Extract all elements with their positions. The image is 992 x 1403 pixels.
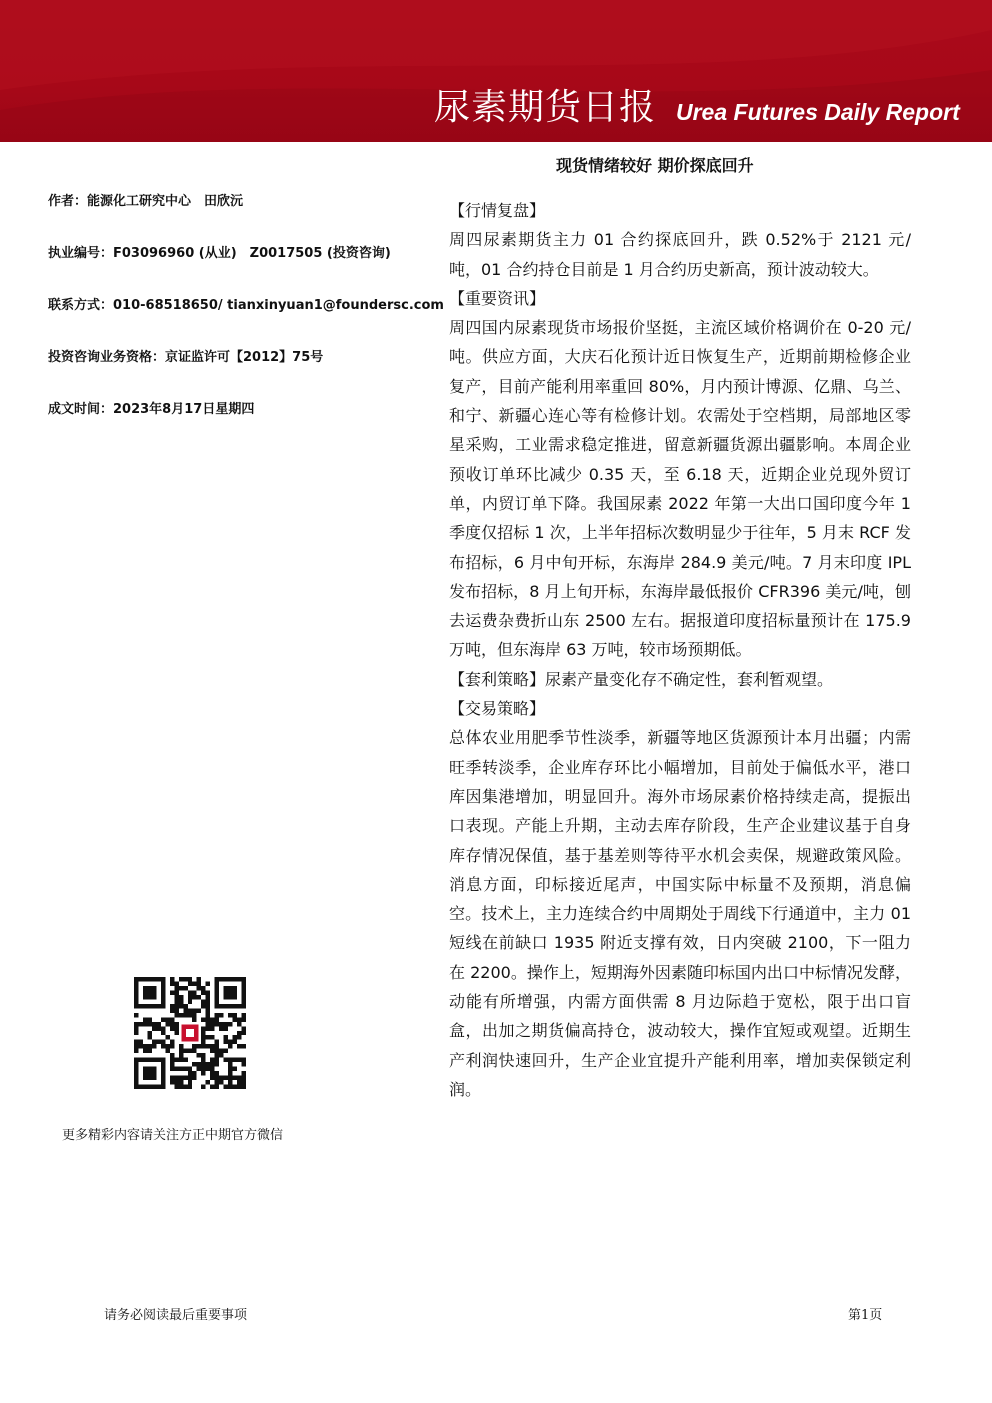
license-line: 执业编号：F03096960 (从业) Z0017505 (投资咨询) (48, 246, 391, 261)
section-heading-trading: 【交易策略】 (449, 699, 546, 719)
section-heading-market-review: 【行情复盘】 (449, 201, 546, 220)
page-number: 第1页 (848, 1308, 883, 1323)
header-banner (0, 0, 992, 142)
qr-caption: 更多精彩内容请关注方正中期官方微信 (62, 1128, 284, 1143)
qr-code-icon (134, 977, 246, 1089)
report-body (449, 196, 911, 1104)
section-body-market-review: 周四尿素期货主力 01 合约探底回升，跌 0.52%于 2121 元/吨，01 合约持仓目前是 1 月合约历史新高，预计波动较大。 (449, 230, 911, 279)
section-body-news: 周四国内尿素现货市场报价坚挺，主流区域价格调价在 0-20 元/吨。供应方面，大庆石化预计近日恢复生产，近期前期检修企业复产，目前产能利用率重回 80%，月内预计博源、亿鼎、乌兰、和宁、新疆心连心等有检修计划。农需处于空档期，局部地区零星采购，工业需求稳定推进，留意新疆货源出疆影响。本周企业预收订单环比减少 0.35 天，至 6.18 天，近期企业兑现外贸订单，内贸订单下降。我国尿素 2022 年第一大出口国印度今年 1 季度仅招标 1 次，上半年招标次数明显少于往年，5 月末 RCF 发布招标，6 月中旬开标，东海岸 284.9 美元/吨。7 月末印度 IPL 发布招标，8 月上旬开标，东海岸最低报价 CFR396 美元/吨，刨去运费杂费折山东 2500 左右。据报道印度招标量预计在 175.9 万吨，但东海岸 63 万吨，较市场预期低。 (449, 318, 911, 660)
section-heading-arbitrage: 【套利策略】 (449, 669, 546, 689)
report-title-cn: 尿素期货日报 (434, 87, 657, 128)
section-body-trading: 总体农业用肥季节性淡季，新疆等地区货源预计本月出疆；内需旺季转淡季，企业库存环比小幅增加，目前处于偏低水平，港口库因集港增加，明显回升。海外市场尿素价格持续走高，提振出口表现。产能上升期，主动去库存阶段，生产企业建议基于自身库存情况保值，基于基差则等待平水机会卖保，规避政策风险。消息方面，印标接近尾声，中国实际中标量不及预期，消息偏空。技术上，主力连续合约中周期处于周线下行通道中，主力 01 短线在前缺口 1935 附近支撑有效，日内突破 2100，下一阻力在 2200。操作上，短期海外因素随印标国内出口中标情况发酵，动能有所增强，内需方面供需 8 月边际趋于宽松，限于出口盲盒，出加之期货偏高持仓，波动较大，操作宜短或观望。近期生产利润快速回升，生产企业宜提升产能利用率，增加卖保锁定利润。 (449, 728, 911, 1099)
section-heading-news: 【重要资讯】 (449, 288, 546, 308)
report-headline: 现货情绪较好 期价探底回升 (556, 156, 754, 175)
date-line: 成文时间：2023年8月17日星期四 (48, 402, 255, 417)
report-title-en: Urea Futures Daily Report (676, 99, 960, 125)
footer-notice: 请务必阅读最后重要事项 (104, 1308, 248, 1323)
section-body-arbitrage: 尿素产量变化存不确定性，套利暂观望。 (545, 669, 834, 689)
qualification-line: 投资咨询业务资格：京证监许可【2012】75号 (48, 350, 324, 365)
author-line: 作者：能源化工研究中心 田欣沅 (48, 194, 244, 209)
contact-line: 联系方式：010-68518650/ tianxinyuan1@foundersc.com (48, 298, 444, 313)
section-arbitrage (449, 665, 911, 694)
